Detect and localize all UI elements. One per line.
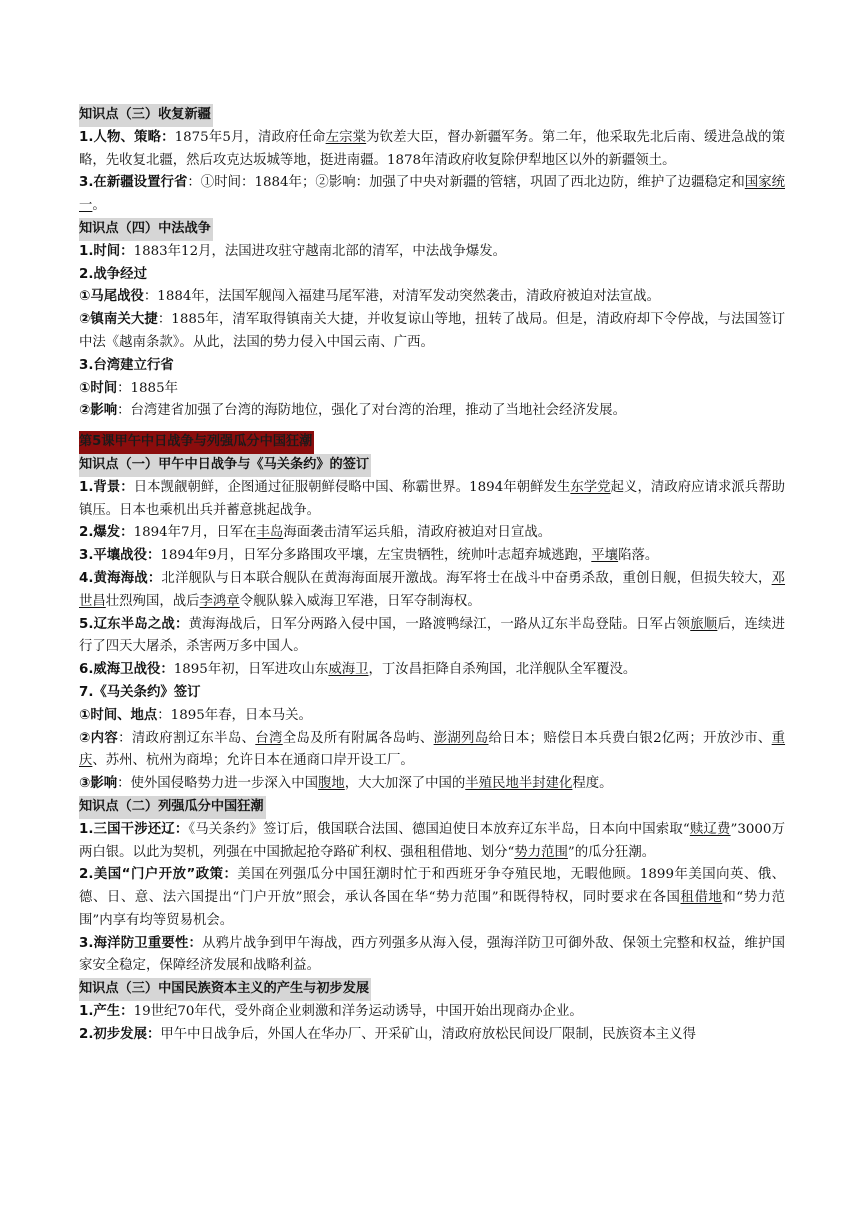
paragraph: 4.黄海海战：北洋舰队与日本联合舰队在黄海海面展开激战。海军将士在战斗中奋勇杀敌，重创日舰，但损失较大，邓世昌壮烈殉国，战后李鸿章令舰队躲入威海卫军港，日军夺制海权。 xyxy=(79,570,786,609)
paragraph: ②内容：清政府割辽东半岛、台湾全岛及所有附属各岛屿、澎湖列岛给日本；赔偿日本兵费白银2亿两；开放沙市、重庆、苏州、杭州为商埠；允许日本在通商口岸开设工厂。 xyxy=(79,730,786,769)
subheading: 3.台湾建立行省 xyxy=(79,357,174,373)
document-body xyxy=(79,104,785,1047)
paragraph: ③影响：使外国侵略势力进一步深入中国腹地，大大加深了中国的半殖民地半封建化程度。 xyxy=(79,776,613,792)
paragraph: 2.初步发展：甲午中日战争后，外国人在华办厂、开采矿山，清政府放松民间设厂限制，民族资本主义得 xyxy=(79,1026,696,1042)
paragraph: 2.爆发：1894年7月，日军在丰岛海面袭击清军运兵船，清政府被迫对日宣战。 xyxy=(79,525,552,541)
paragraph: ②镇南关大捷：1885年，清军取得镇南关大捷，并收复谅山等地，扭转了战局。但是，清政府却下令停战，与法国签订中法《越南条款》。从此，法国的势力侵入中国云南、广西。 xyxy=(79,312,785,350)
paragraph: 1.产生：19世纪70年代，受外商企业刺激和洋务运动诱导，中国开始出现商办企业。 xyxy=(79,1004,583,1020)
paragraph: ②影响：台湾建省加强了台湾的海防地位，强化了对台湾的治理，推动了当地社会经济发展。 xyxy=(79,403,626,419)
paragraph: 6.威海卫战役：1895年初，日军进攻山东威海卫，丁汝昌拒降自杀殉国，北洋舰队全军覆没。 xyxy=(79,662,637,678)
paragraph: 1.背景：日本觊觎朝鲜，企图通过征服朝鲜侵略中国、称霸世界。1894年朝鲜发生东学党起义，清政府应请求派兵帮助镇压。日本也乘机出兵并蓄意挑起战争。 xyxy=(79,479,786,518)
paragraph: ①时间：1885年 xyxy=(79,380,178,396)
paragraph: ①时间、地点：1895年春，日本马关。 xyxy=(79,707,312,723)
section-heading: 知识点（一）甲午中日战争与《马关条约》的签订 xyxy=(79,454,371,477)
section-heading: 知识点（二）列强瓜分中国狂潮 xyxy=(79,796,266,819)
section-heading: 知识点（三）中国民族资本主义的产生与初步发展 xyxy=(79,978,371,1001)
paragraph: 1.时间：1883年12月，法国进攻驻守越南北部的清军，中法战争爆发。 xyxy=(79,243,507,259)
subheading: 2.战争经过 xyxy=(79,266,147,282)
lesson-title: 第5课甲午中日战争与列强瓜分中国狂潮 xyxy=(79,431,314,454)
paragraph: 2.美国“门户开放”政策：美国在列强瓜分中国狂潮时忙于和西班牙争夺殖民地，无暇他顾。1899年美国向英、俄、德、日、意、法六国提出“门户开放”照会，承认各国在华“势力范围”和既得特权，同时要求在各国租借地和“势力范围”内享有均等贸易机会。 xyxy=(79,867,785,928)
paragraph: 3.平壤战役：1894年9月，日军分多路围攻平壤，左宝贵牺牲，统帅叶志超弃城逃跑，平壤陷落。 xyxy=(79,548,659,564)
section-heading: 知识点（四）中法战争 xyxy=(79,218,213,241)
subheading: 7.《马关条约》签订 xyxy=(79,684,201,700)
paragraph: 3.在新疆设置行省：①时间：1884年；②影响：加强了中央对新疆的管辖，巩固了西北边防，维护了边疆稳定和国家统一。 xyxy=(79,175,786,214)
paragraph: 1.人物、策略：1875年5月，清政府任命左宗棠为钦差大臣，督办新疆军务。第二年，他采取先北后南、缓进急战的策略，先收复北疆，然后攻克达坂城等地，挺进南疆。1878年清政府收复除伊犁地区以外的新疆领土。 xyxy=(79,129,786,168)
paragraph: 5.辽东半岛之战：黄海海战后，日军分两路入侵中国，一路渡鸭绿江，一路从辽东半岛登陆。日军占领旅顺后，连续进行了四天大屠杀，杀害两万多中国人。 xyxy=(79,616,786,655)
paragraph: 3.海洋防卫重要性：从鸦片战争到甲午海战，西方列强多从海入侵，强海洋防卫可御外敌、保领土完整和权益，维护国家安全稳定，保障经济发展和战略利益。 xyxy=(79,935,785,974)
paragraph: 1.三国干涉还辽：《马关条约》签订后，俄国联合法国、德国迫使日本放弃辽东半岛，日本向中国索取“赎辽费”3000万两白银。以此为契机，列强在中国掀起抢夺路矿利权、强租租借地、划分“势力范围”的瓜分狂潮。 xyxy=(79,821,786,860)
section-heading: 知识点（三）收复新疆 xyxy=(79,104,213,127)
paragraph: ①马尾战役：1884年，法国军舰闯入福建马尾军港，对清军发动突然袭击，清政府被迫对法宣战。 xyxy=(79,289,661,305)
